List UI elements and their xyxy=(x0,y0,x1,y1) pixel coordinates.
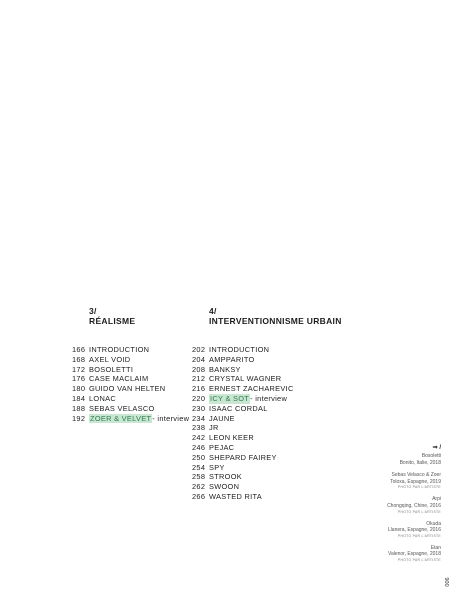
toc-page-number: 172 xyxy=(72,364,86,374)
toc-entry xyxy=(192,463,294,473)
toc-entry xyxy=(192,492,294,502)
toc-artist-name: AXEL VOID xyxy=(89,354,131,364)
toc-artist-name-highlighted: ICY & SOT xyxy=(210,393,250,403)
toc-entry xyxy=(72,404,189,414)
photo-credits xyxy=(387,445,441,569)
credit-name: Etan xyxy=(430,544,441,551)
credit-place: Toloxa, Espagne, 2019 xyxy=(390,478,441,485)
toc-entry xyxy=(192,482,294,492)
toc-artist-name: INTRODUCTION xyxy=(209,345,270,354)
toc-page-number: 262 xyxy=(192,482,206,492)
toc-list-interventionnisme-urbain xyxy=(192,345,294,502)
toc-artist-name: BOSOLETTI xyxy=(89,364,134,374)
toc-artist-name: LONAC xyxy=(89,393,116,403)
toc-page-number: 202 xyxy=(192,345,206,354)
toc-entry xyxy=(192,443,294,453)
credit-place: Llanera, Espagne, 2016 xyxy=(387,527,441,534)
credit-photo: PHOTO PAR L'ARTISTE xyxy=(397,557,441,562)
toc-entry xyxy=(72,345,189,355)
toc-entry xyxy=(72,355,189,365)
toc-entry xyxy=(72,365,189,375)
toc-interview-note: - interview xyxy=(152,413,190,423)
credit-item xyxy=(387,496,441,514)
credit-item xyxy=(387,521,441,539)
credit-photo: PHOTO PAR L'ARTISTE xyxy=(397,485,441,490)
toc-entry xyxy=(192,404,294,414)
toc-entry xyxy=(192,365,294,375)
page-folio: 006 xyxy=(445,577,451,587)
toc-artist-name: WASTED RITA xyxy=(209,491,262,501)
toc-entry xyxy=(72,394,189,404)
toc-page-number: 166 xyxy=(72,345,86,354)
toc-entry xyxy=(192,453,294,463)
credit-item xyxy=(387,453,441,466)
toc-page-number: 230 xyxy=(192,403,206,413)
toc-page-number: 168 xyxy=(72,354,86,364)
toc-entry xyxy=(192,423,294,433)
credit-name: Okuda xyxy=(426,520,441,527)
toc-artist-name: LEON KEER xyxy=(209,433,255,443)
toc-page-number: 184 xyxy=(72,393,86,403)
toc-page-number: 176 xyxy=(72,374,86,384)
toc-page-number: 220 xyxy=(192,393,206,403)
credit-photo: PHOTO PAR L'ARTISTE xyxy=(397,509,441,514)
toc-page-number: 180 xyxy=(72,384,86,394)
toc-artist-name: BANKSY xyxy=(209,364,241,374)
toc-entry xyxy=(192,472,294,482)
section-interventionnisme-urbain xyxy=(209,306,342,326)
credit-place: Valenor, Espagne, 2018 xyxy=(387,551,441,558)
toc-interview-note: - interview xyxy=(250,393,288,403)
toc-artist-name: AMPPARITO xyxy=(209,354,255,364)
credit-place: Bonito, Italie, 2018 xyxy=(399,459,441,466)
section-number: 4/ xyxy=(209,306,217,316)
toc-page-number: 188 xyxy=(72,403,86,413)
toc-page-number: 208 xyxy=(192,364,206,374)
toc-entry xyxy=(72,414,189,424)
section-realisme xyxy=(89,306,135,326)
toc-page-number: 238 xyxy=(192,423,206,433)
toc-entry xyxy=(192,345,294,355)
toc-artist-name: INTRODUCTION xyxy=(89,345,150,354)
toc-artist-name: CRYSTAL WAGNER xyxy=(209,374,282,384)
toc-page-number: 234 xyxy=(192,413,206,423)
toc-page-number: 216 xyxy=(192,384,206,394)
toc-artist-name: GUIDO VAN HELTEN xyxy=(89,384,166,394)
credit-name: Arpi xyxy=(432,496,441,503)
section-title: INTERVENTIONNISME URBAIN xyxy=(209,316,342,326)
toc-page-number: 192 xyxy=(72,413,86,423)
toc-artist-name: JAUNE xyxy=(209,413,235,423)
toc-page-number: 212 xyxy=(192,374,206,384)
toc-artist-name: SPY xyxy=(209,462,225,472)
toc-entry xyxy=(192,384,294,394)
credit-item xyxy=(387,472,441,490)
toc-artist-name: ERNEST ZACHAREVIC xyxy=(209,384,294,394)
toc-entry xyxy=(192,355,294,365)
toc-page-number: 250 xyxy=(192,452,206,462)
section-number: 3/ xyxy=(89,306,97,316)
credits-arrow-marker: ⇒ / xyxy=(432,445,441,451)
toc-artist-name: ISAAC CORDAL xyxy=(209,403,268,413)
toc-page-number: 254 xyxy=(192,462,206,472)
toc-page-number: 266 xyxy=(192,491,206,501)
toc-page-number: 246 xyxy=(192,442,206,452)
toc-list-realisme xyxy=(72,345,189,423)
toc-artist-name: SHEPARD FAIREY xyxy=(209,452,277,462)
toc-artist-name: SWOON xyxy=(209,482,240,492)
toc-entry xyxy=(192,394,294,404)
toc-entry xyxy=(192,414,294,424)
credit-item xyxy=(387,545,441,563)
toc-artist-name: SEBAS VELASCO xyxy=(89,403,155,413)
section-title: RÉALISME xyxy=(89,316,136,326)
credit-name: Bosoletti xyxy=(421,453,441,459)
toc-page-number: 242 xyxy=(192,433,206,443)
toc-entry xyxy=(192,433,294,443)
toc-page-number: 258 xyxy=(192,472,206,482)
toc-artist-name: STROOK xyxy=(209,472,243,482)
toc-artist-name: CASE MACLAIM xyxy=(89,374,149,384)
toc-entry xyxy=(72,384,189,394)
toc-page-number: 204 xyxy=(192,354,206,364)
toc-entry xyxy=(192,374,294,384)
toc-artist-name: PEJAC xyxy=(209,442,235,452)
toc-artist-name: JR xyxy=(209,423,219,433)
credit-photo: PHOTO PAR L'ARTISTE xyxy=(397,533,441,538)
credit-place: Chongqing, Chine, 2016 xyxy=(387,502,441,509)
toc-entry xyxy=(72,374,189,384)
credit-name: Sebas Velasco & Zoer xyxy=(391,472,441,479)
toc-artist-name-highlighted: ZOER & VELVET xyxy=(90,413,152,423)
